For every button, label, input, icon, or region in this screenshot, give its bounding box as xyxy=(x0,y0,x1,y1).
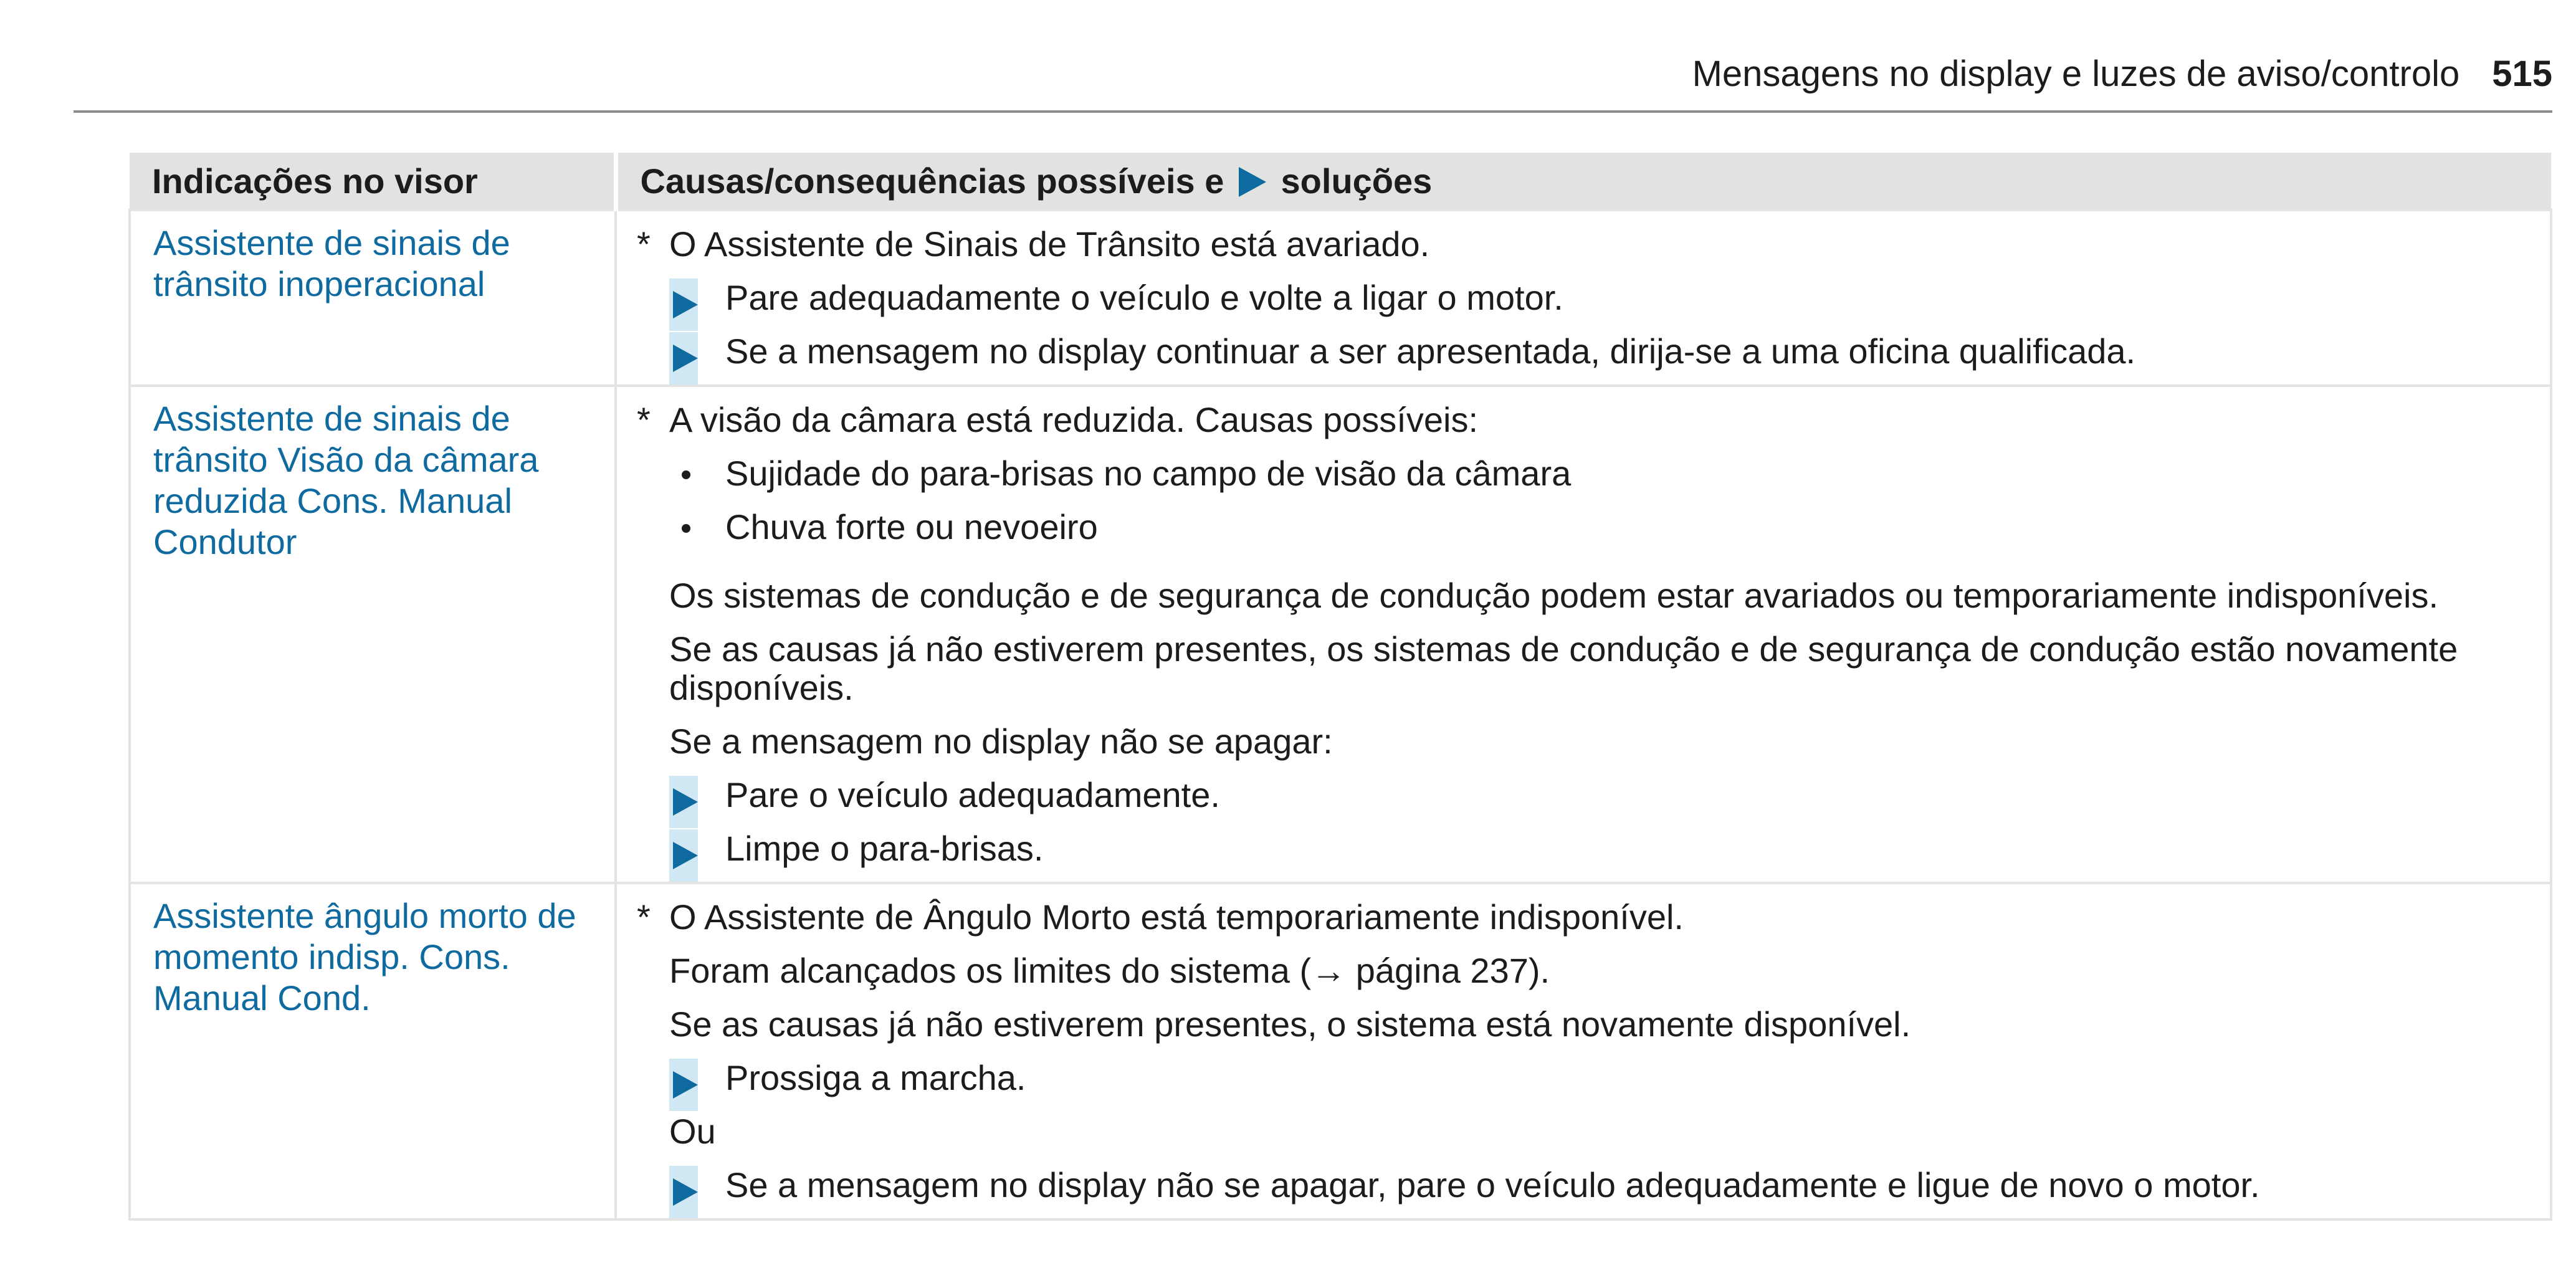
action-step xyxy=(669,776,2531,814)
asterisk-marker: * xyxy=(637,897,651,937)
cause-text: O Assistente de Sinais de Trânsito está avariado. xyxy=(669,224,1430,264)
indication-cell: Assistente de sinais de trânsito Visão da câmara reduzida Cons. Manual Condutor xyxy=(130,386,616,883)
action-triangle-icon xyxy=(669,1166,698,1218)
asterisk-marker: * xyxy=(637,400,651,439)
action-text: Se a mensagem no display não se apagar, pare o veículo adequadamente e ligue de novo o motor. xyxy=(725,1165,2260,1205)
action-step xyxy=(669,279,2531,317)
or-label: Ou xyxy=(669,1112,716,1151)
table-row xyxy=(130,883,2551,1219)
note-line xyxy=(637,224,2531,264)
indication-cell: Assistente de sinais de trânsito inoperacional xyxy=(130,210,616,386)
column-header-causes-text: Causas/consequências possíveis e xyxy=(640,161,1224,201)
table-row xyxy=(130,386,2551,883)
action-step xyxy=(669,1166,2531,1205)
paragraph: Foram alcançados os limites do sistema (→ página 237). xyxy=(669,951,1550,990)
note-line xyxy=(637,897,2531,937)
indication-cell: Assistente ângulo morto de momento indisp. Cons. Manual Cond. xyxy=(130,883,616,1219)
paragraph: Se a mensagem no display não se apagar: xyxy=(669,722,1333,761)
action-text: Limpe o para-brisas. xyxy=(725,829,1044,868)
asterisk-marker: * xyxy=(637,224,651,264)
action-text: Pare adequadamente o veículo e volte a ligar o motor. xyxy=(725,278,1563,317)
bullet-item xyxy=(669,508,2531,546)
table-header-row xyxy=(130,153,2551,210)
action-text: Se a mensagem no display continuar a ser apresentada, dirija-se a uma oficina qualificada. xyxy=(725,332,2136,371)
note-line xyxy=(637,400,2531,439)
action-step xyxy=(669,1059,2531,1097)
action-triangle-icon xyxy=(669,829,698,882)
bullet-text: Sujidade do para-brisas no campo de visão da câmara xyxy=(725,454,1572,493)
bullet-dot-icon xyxy=(682,470,690,479)
column-header-causes xyxy=(616,153,2551,210)
cause-cell xyxy=(616,210,2551,386)
paragraph: Se as causas já não estiverem presentes, os sistemas de condução e de segurança de condução estão novamente disponíveis. xyxy=(669,629,2458,707)
section-title: Mensagens no display e luzes de aviso/controlo xyxy=(1692,54,2460,94)
table-row xyxy=(130,210,2551,386)
bullet-text: Chuva forte ou nevoeiro xyxy=(725,507,1098,546)
page-header xyxy=(74,37,2552,113)
column-header-indications: Indicações no visor xyxy=(130,153,616,210)
action-step xyxy=(669,829,2531,868)
messages-table xyxy=(128,153,2552,1221)
column-header-solutions-text: soluções xyxy=(1281,161,1433,201)
action-triangle-icon xyxy=(669,332,698,384)
action-triangle-icon xyxy=(669,279,698,331)
cause-cell xyxy=(616,386,2551,883)
cause-text: O Assistente de Ângulo Morto está temporariamente indisponível. xyxy=(669,897,1684,937)
paragraph: Se as causas já não estiverem presentes, o sistema está novamente disponível. xyxy=(669,1004,1911,1044)
cause-text: A visão da câmara está reduzida. Causas possíveis: xyxy=(669,400,1479,439)
paragraph: Os sistemas de condução e de segurança de condução podem estar avariados ou temporariamente indisponíveis. xyxy=(669,576,2439,615)
cause-cell xyxy=(616,883,2551,1219)
action-step xyxy=(669,332,2531,371)
action-triangle-icon xyxy=(1239,167,1266,197)
action-text: Pare o veículo adequadamente. xyxy=(725,775,1220,814)
action-triangle-icon xyxy=(669,776,698,828)
action-text: Prossiga a marcha. xyxy=(725,1058,1026,1097)
bullet-item xyxy=(669,454,2531,493)
action-triangle-icon xyxy=(669,1059,698,1111)
bullet-dot-icon xyxy=(682,524,690,533)
page-number: 515 xyxy=(2492,54,2552,94)
